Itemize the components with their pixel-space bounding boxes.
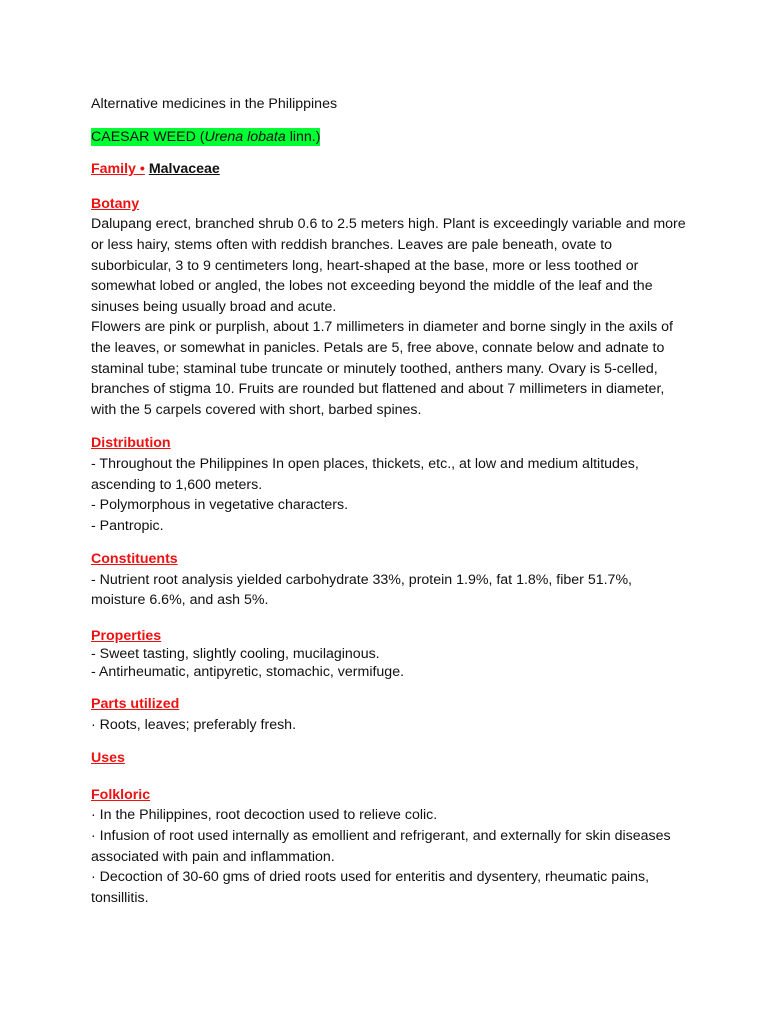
folkloric-section <box>91 785 688 909</box>
properties-item: - Sweet tasting, slightly cooling, mucilaginous. <box>91 646 380 663</box>
parts-section <box>91 694 688 735</box>
properties-item: - Antirheumatic, antipyretic, stomachic, vermifuge. <box>91 664 405 681</box>
botany-heading: Botany <box>91 195 140 212</box>
properties-section <box>91 627 688 681</box>
uses-section <box>91 748 688 769</box>
species-common-name: CAESAR WEED ( <box>91 128 205 145</box>
distribution-item: - Throughout the Philippines In open places, thickets, etc., at low and medium altitudes, ascending to 1,600 meters. <box>91 455 639 493</box>
distribution-item: - Polymorphous in vegetative characters. <box>91 497 349 514</box>
distribution-section <box>91 433 688 536</box>
folkloric-item: · In the Philippines, root decoction used to relieve colic. <box>91 807 438 824</box>
parts-item: · Roots, leaves; preferably fresh. <box>91 716 297 733</box>
constituents-heading: Constituents <box>91 551 178 568</box>
botany-section <box>91 194 688 421</box>
constituents-section <box>91 549 688 611</box>
folkloric-heading: Folkloric <box>91 786 151 803</box>
folkloric-item: · Decoction of 30-60 gms of dried roots used for enteritis and dysentery, rheumatic pains, tonsillitis. <box>91 869 650 906</box>
botany-paragraph-1: Dalupang erect, branched shrub 0.6 to 2.5 meters high. Plant is exceedingly variable and more or less hairy, stems often with reddish branches. Leaves are pale beneath, ovate to suborbicular, 3 to 9 centimeters long, heart-shaped at the base, more or less toothed or somewhat lobed or angled, the lobes not exceeding beyond the middle of the leaf and the sinuses being usually broad and acute. <box>91 216 686 315</box>
uses-heading: Uses <box>91 750 125 767</box>
parts-heading: Parts utilized <box>91 696 180 713</box>
constituents-item: - Nutrient root analysis yielded carbohydrate 33%, protein 1.9%, fat 1.8%, fiber 51.7%, moisture 6.6%, and ash 5%. <box>91 571 632 609</box>
document-title: Alternative medicines in the Philippines <box>91 96 338 112</box>
properties-heading: Properties <box>91 628 162 645</box>
family-label: Family • <box>91 161 145 178</box>
species-scientific-name: Urena lobata <box>204 128 286 145</box>
distribution-heading: Distribution <box>91 435 171 452</box>
distribution-item: - Pantropic. <box>91 517 164 534</box>
family-line <box>91 159 688 180</box>
botany-paragraph-2: Flowers are pink or purplish, about 1.7 millimeters in diameter and borne singly in the axils of the leaves, or somewhat in panicles. Petals are 5, free above, connate below and adnate to staminal tube; staminal tube truncate or minutely toothed, anthers many. Ovary is 5-celled, branches of stigma 10. Fruits are rounded but flattened and about 7 millimeters in diameter, with the 5 carpels covered with short, barbed spines. <box>91 319 673 418</box>
species-highlight <box>91 128 320 146</box>
species-title <box>91 127 688 148</box>
family-value: Malvaceae <box>148 161 220 178</box>
folkloric-item: · Infusion of root used internally as emollient and refrigerant, and externally for skin diseases associated with pain and inflammation. <box>91 828 671 865</box>
species-suffix: linn.) <box>285 128 321 145</box>
